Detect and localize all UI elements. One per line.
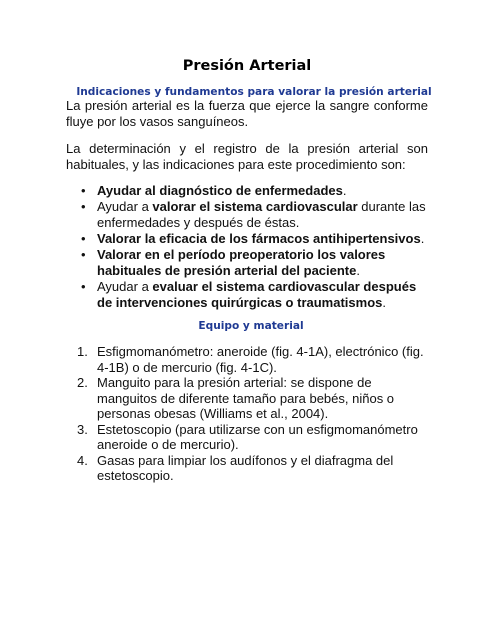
indications-list: [66, 183, 428, 311]
paragraph-definition: La presión arterial es la fuerza que ejerce la sangre conforme fluye por los vasos sanguíneos.: [66, 98, 428, 129]
paragraph-indications-intro: La determinación y el registro de la presión arterial son habituales, y las indicaciones para este procedimiento son:: [66, 141, 428, 172]
list-item: • Ayudar al diagnóstico de enfermedades.: [66, 183, 428, 199]
list-item: 1. Esfigmomanómetro: aneroide (fig. 4-1A), electrónico (fig. 4-1B) o de mercurio (fig. 4-1C).: [77, 344, 424, 375]
page-title: Presión Arterial: [182, 58, 312, 74]
list-item: 4. Gasas para limpiar los audífonos y el diafragma del estetoscopio.: [77, 452, 394, 483]
section-heading-equipment: Equipo y material: [198, 320, 304, 332]
equipment-list: [66, 344, 428, 484]
list-item: • Valorar la eficacia de los fármacos antihipertensivos.: [66, 231, 428, 247]
list-item: 2. Manguito para la presión arterial: se dispone de manguitos de diferente tamaño para bebés, niños o personas obesas (Williams et al., 2004).: [77, 375, 395, 421]
list-item: • Ayudar a valorar el sistema cardiovascular durante las enfermedades y después de éstas.: [66, 199, 428, 231]
list-item: 3. Estetoscopio (para utilizarse con un esfigmomanómetro aneroide o de mercurio).: [77, 421, 418, 452]
section-heading-indications: Indicaciones y fundamentos para valorar la presión arterial: [76, 86, 432, 98]
list-item: • Ayudar a evaluar el sistema cardiovascular después de intervenciones quirúrgicas o traumatismos.: [66, 279, 428, 311]
list-item: • Valorar en el período preoperatorio los valores habituales de presión arterial del paciente.: [66, 247, 428, 279]
